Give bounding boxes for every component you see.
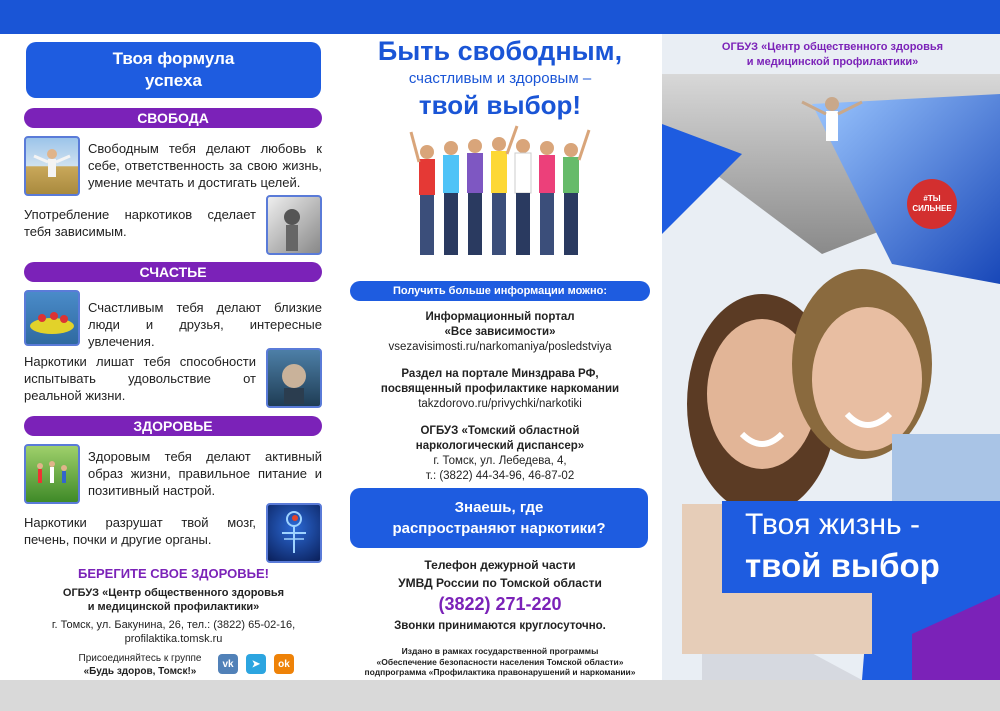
question-line-2: распространяют наркотики?: [392, 520, 606, 537]
footer-org: [26, 586, 321, 614]
skeleton-icon: [268, 505, 320, 561]
strong-badge-text-1: #ТЫ: [923, 194, 941, 203]
cover-org-line-1: ОГБУЗ «Центр общественного здоровья: [721, 41, 944, 53]
cover-org-line-2: и медицинской профилактики»: [746, 56, 919, 68]
join-line-2: «Будь здоров, Томск!»: [83, 666, 197, 677]
group-people-icon: [405, 122, 605, 272]
organs-text: Наркотики разрушат твой мозг, печень, почки и другие органы.: [24, 515, 256, 547]
health-text: Здоровым тебя делают активный образ жизни, правильное питание и позитивный настрой.: [88, 449, 322, 498]
photo-group-teens: [405, 122, 605, 272]
join-group: [60, 652, 220, 678]
sad-face-icon: [268, 350, 320, 406]
photo-addicted: [266, 195, 322, 255]
join-line-1: Присоединяйтесь к группе: [78, 653, 202, 664]
minzdrav-title-2: посвященный профилактике наркомании: [380, 383, 620, 395]
dispensary-address: г. Томск, ул. Лебедева, 4,: [433, 455, 567, 467]
dispensary-title-1: ОГБУЗ «Томский областной: [420, 425, 580, 437]
headline-line-3: твой выбор!: [418, 90, 582, 120]
odnoklassniki-icon[interactable]: ok: [274, 654, 294, 674]
telegram-icon[interactable]: ➤: [246, 654, 266, 674]
take-care-heading: БЕРЕГИТЕ СВОЕ ЗДОРОВЬЕ!: [77, 566, 269, 581]
headline-line-2: счастливым и здоровым –: [408, 70, 592, 87]
running-people-icon: [26, 446, 78, 502]
figure-shadow-icon: [268, 197, 320, 253]
minzdrav-title-1: Раздел на портале Минздрава РФ,: [401, 368, 599, 380]
strong-badge-text-2: СИЛЬНЕЕ: [912, 204, 952, 213]
freedom-text: Свободным тебя делают любовь к себе, ответственность за свою жизнь, умение мечтать и достигать целей.: [88, 141, 322, 190]
duty-line-2: УМВД России по Томской области: [398, 576, 602, 590]
formula-line-2: успеха: [145, 71, 202, 90]
happiness-text: Счастливым тебя делают близкие люди и друзья, интересные увлечения.: [88, 300, 322, 349]
addiction-text: Употребление наркотиков сделает тебя зависимым.: [24, 207, 256, 239]
top-band: [0, 0, 1000, 34]
formula-header: [26, 42, 321, 98]
footer-address-line: г. Томск, ул. Бакунина, 26, тел.: (3822) 65-02-16,: [51, 619, 296, 631]
section-freedom-title: СВОБОДА: [24, 108, 322, 128]
footer-site-link[interactable]: profilaktika.tomsk.ru: [124, 633, 223, 645]
cover-org: [680, 40, 985, 70]
dispensary-phones: т.: (3822) 44-34-96, 46-87-02: [425, 470, 575, 482]
section-happiness-title: СЧАСТЬЕ: [24, 262, 322, 282]
more-info-bar: Получить больше информации можно:: [350, 281, 650, 301]
dispensary-block: [350, 424, 650, 484]
slogan-line-2: твой выбор: [745, 547, 940, 584]
headline-line-1: Быть свободным,: [377, 36, 623, 66]
person-arms-open-icon: [26, 138, 78, 194]
photo-man-field: [24, 136, 80, 196]
section-health-title: ЗДОРОВЬЕ: [24, 416, 322, 436]
photo-family-running: [24, 444, 80, 504]
footer-org-line-2: и медицинской профилактики»: [87, 601, 260, 613]
portal-title-2: «Все зависимости»: [444, 326, 556, 338]
duty-line-1: Телефон дежурной части: [424, 558, 576, 572]
portal-title-1: Информационный портал: [425, 311, 575, 323]
minzdrav-url-link[interactable]: takzdorovo.ru/privychki/narkotiki: [418, 398, 582, 410]
photo-xray-brain: [266, 503, 322, 563]
portal-url-link[interactable]: vsezavisimosti.ru/narkomaniya/posledstviya: [388, 341, 612, 353]
vk-icon[interactable]: vk: [218, 654, 238, 674]
calls-note: Звонки принимаются круглосуточно.: [394, 620, 606, 632]
no-pleasure-text: Наркотики лишат тебя способности испытывать удовольствие от реальной жизни.: [24, 354, 256, 403]
raft-icon: [26, 292, 78, 344]
dispensary-title-2: наркологический диспансер»: [415, 440, 585, 452]
question-box: [350, 488, 648, 548]
publication-note: [350, 646, 650, 678]
portal-block: [350, 310, 650, 355]
pub-line-3: подпрограмма «Профилактика правонарушений и наркомании»: [364, 667, 636, 677]
pub-line-1: Издано в рамках государственной программы: [401, 646, 599, 656]
minzdrav-block: [350, 367, 650, 412]
slogan-line-1: Твоя жизнь -: [745, 508, 920, 541]
formula-line-1: Твоя формула: [112, 49, 235, 68]
duty-block: [350, 556, 650, 592]
pub-line-2: «Обеспечение безопасности населения Томской области»: [376, 656, 624, 667]
duty-phone[interactable]: (3822) 271-220: [438, 594, 562, 614]
photo-sad-woman: [266, 348, 322, 408]
bottom-band: [0, 680, 1000, 711]
question-line-1: Знаешь, где: [454, 499, 544, 516]
photo-rafting: [24, 290, 80, 346]
footer-address: [26, 618, 321, 646]
footer-org-line-1: ОГБУЗ «Центр общественного здоровья: [62, 587, 285, 599]
